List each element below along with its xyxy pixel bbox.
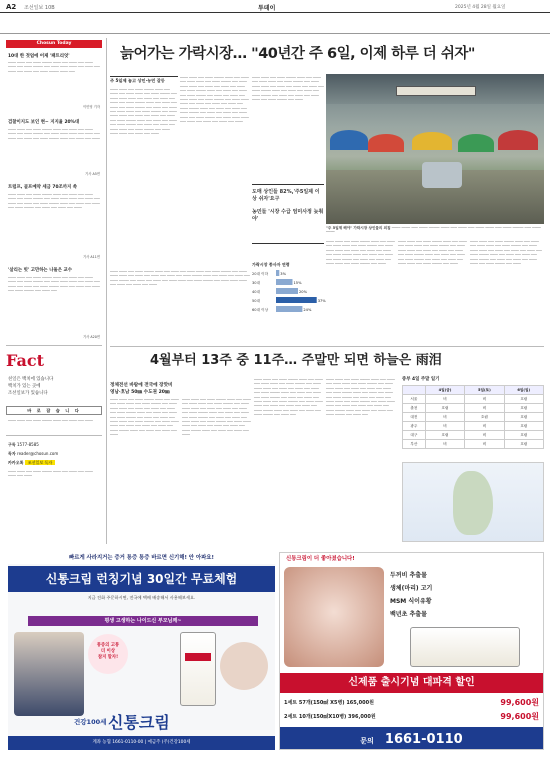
sidebar-item-body-1: ──── ──── ─── ──── ───── ──── ─── ──── ─── ──── ──── ─── ──── ───── ─── ──── ──── ──── ─── ──── ─── ──── ─── ──── ─── ──── ───── ──── ─── bbox=[8, 61, 100, 74]
chart-value-label: 3% bbox=[280, 272, 287, 276]
ad-left-person bbox=[14, 632, 84, 716]
ad-left-brand-tag: 건강100세 bbox=[74, 718, 107, 726]
sidebar-brand: Chosun Today bbox=[6, 40, 102, 48]
second-col-1: ──── ──── ─── ──── ───── ──── ─── ──── ─── ──── ──── ─── ──── ───── ─── ──── ──── ──── ─── ──── ─── ──── ─── ──── ─── ──── ───── ──── ─── ──── ─── ──── ─── ──── ───── ─── ──── ─── ──── ─── ──── ──── ─── ──── ───── ─── ──── ──── ──── ─── ──── ─── ──── ─── ──── ─── ──── ───── ──── ─── ──── ─── ──── ─── ──── bbox=[110, 398, 179, 438]
fact-line-2: 백치가 있는 곳에 bbox=[8, 384, 41, 389]
ad-left-title: 신통크림 런칭기념 30일간 무료체험 bbox=[8, 566, 275, 592]
age-chart-svg bbox=[252, 268, 324, 320]
ad-left-footer: 계좌 농협 1661-0110-00 | 예금주 (주)건강100세 bbox=[8, 736, 275, 750]
second-col-4: ──── ──── ─── ──── ───── ──── ─── ──── ─── ──── ──── ─── ──── ───── ─── ──── ──── ──── ─── ──── ─── ──── ─── ──── ─── ──── ───── ──── ─── ──── ─── ──── ─── ──── ───── ─── ──── ─── ──── ─── ──── ──── ─── ──── ───── ─── ──── ──── ──── ─── ──── ─── ──── ─── ──── ─── ──── ───── ──── ─── ──── ─── ──── ─── ──── ───── ─── ──── ─── bbox=[326, 378, 395, 418]
second-lede: 영남·호남 50㎜ 수도권 20㎜ bbox=[110, 390, 170, 395]
second-col-3: ──── ──── ─── ──── ───── ──── ─── ──── ─── ──── ──── ─── ──── ───── ─── ──── ──── ──── ─── ──── ─── ──── ─── ──── ─── ──── ───── ──── ─── ──── ─── ──── ─── ──── ───── ─── ──── ─── ──── ─── ──── ──── ─── ──── ───── ─── ──── ──── ──── ─── ──── ─── ──── ─── ──── ─── ──── ───── ──── ─── ──── ─── ──── ─── ──── ───── ─── ──── ─── bbox=[254, 378, 323, 418]
sidebar-item-body-3: ──── ──── ─── ──── ───── ──── ─── ──── ─── ──── ──── ─── ──── ───── ─── ──── ──── ──── ─── ──── ─── ──── ─── ──── ─── ──── ───── ──── ─── ──── ─── ──── ─── ──── ───── ─── ──── ─── ──── ─── ──── bbox=[8, 193, 100, 211]
ad-feature-4: 백년초 추출물 bbox=[390, 611, 427, 618]
main-headline: 늙어가는 가락시장… "40년간 주 6일, 이제 하루 더 쉬자" bbox=[120, 46, 475, 62]
section-title: 투데이 bbox=[258, 5, 276, 12]
correction-banner: 바 로 잡 습 니 다 bbox=[6, 406, 102, 415]
chart-bar bbox=[276, 288, 298, 294]
contact-list bbox=[8, 440, 100, 467]
article-col-5: ──── ──── ─── ──── ───── ──── ─── ──── ─── ──── ──── ─── ──── ───── ─── ──── ──── ──── ─── ──── ─── ──── ─── ──── ─── ──── ───── ──── ─── ──── ─── ──── ─── ──── ───── ─── ──── ─── ──── ─── ──── ──── ─── ──── ───── ─── ──── bbox=[398, 240, 467, 267]
ad-left-product: 신통크림 bbox=[108, 713, 170, 732]
fact-line-1: 친일은 백치에 있습니다 bbox=[8, 377, 54, 382]
chart-bar bbox=[276, 297, 317, 303]
ad-feature-1: 두꺼비 추출물 bbox=[390, 572, 427, 579]
weather-day-3: 6일(일) bbox=[504, 386, 543, 395]
ad-right-line-1: 1세트 57개(150㎖ X5병) 165,000원 99,600원 bbox=[284, 698, 539, 707]
ad-left-promo: 평생 고생하는 나이드신 부모님께~ bbox=[28, 616, 258, 626]
ad-left-hand-image bbox=[220, 642, 268, 690]
ad-left-circle: 통증의 고통 더 이상 참지 말자! bbox=[88, 634, 128, 674]
chart-bar bbox=[276, 270, 279, 276]
contact-subscribe: 구독 1577-8585 bbox=[8, 442, 39, 447]
sidebar-item-signoff-2: 기사 A5면 bbox=[85, 172, 100, 176]
correction-body: ──── ──── ─── ──── ───── ──── ─── ──── ─── ──── bbox=[8, 419, 93, 423]
sidebar-item-title-1: 10대 한 젓엄에 어제 '패트리엇' bbox=[8, 54, 70, 59]
ad-right-sale-title: 신제품 출시기념 대파격 할인 bbox=[280, 673, 543, 693]
photo-caption: "주 5일제 해야" 가락시장 상인들의 외침 ──── ──── ─── ──── ───── ──── ─── ──── ─── ──── ──── ─── ──── ───── ─── ──── ──── bbox=[326, 226, 541, 235]
ad-right-features bbox=[390, 569, 540, 621]
chart-bar bbox=[276, 306, 302, 312]
weather-row: 대전 비 흐림 흐림 bbox=[403, 413, 544, 422]
chart-category-label: 40대 bbox=[252, 290, 261, 294]
chart-category-label: 30대 bbox=[252, 281, 261, 285]
fact-label: Fact bbox=[6, 351, 44, 370]
weather-map bbox=[402, 462, 544, 542]
ad-right-phone-bar[interactable] bbox=[280, 727, 543, 749]
weather-box bbox=[402, 376, 544, 542]
article-col-1: ──── ──── ─── ──── ───── ──── ─── ──── ─── ──── ──── ─── ──── ───── ─── ──── ──── ──── ─── ──── ─── ──── ─── ──── ─── ──── ───── ──── ─── ──── ─── ──── ─── ──── ───── ─── ──── ─── ──── ─── ──── ──── ─── ──── ───── ─── ──── ──── ──── ─── ──── ─── ──── ─── ──── ─── ──── ───── ──── ─── ──── ─── ──── ─── ──── ───── ─── ──── ─── ──── ─── ──── ──── ─── ──── ───── ─── ──── ──── ──── ─── ──── ─── ──── bbox=[110, 88, 177, 137]
weather-row: 서울 비 비 흐림 bbox=[403, 395, 544, 404]
sidebar-item-title-4: '살리는 빗' 고만하는 나돌은 교수 bbox=[8, 268, 72, 273]
age-chart bbox=[252, 262, 324, 322]
article-col-7: ──── ──── ─── ──── ───── ──── ─── ──── ─── ──── ──── ─── ──── ───── ─── ──── ──── ──── ─── ──── ─── ──── ─── ──── ─── ──── ───── ──── ─── ──── ─── ──── ─── ──── ───── ─── ──── ─── ──── ─── ──── ──── ─── ──── ───── ─── ──── ──── ──── ─── ──── ─── ──── ─── ──── bbox=[110, 270, 250, 288]
second-col-2: ──── ──── ─── ──── ───── ──── ─── ──── ─── ──── ──── ─── ──── ───── ─── ──── ──── ──── ─── ──── ─── ──── ─── ──── ─── ──── ───── ──── ─── ──── ─── ──── ─── ──── ───── ─── ──── ─── ──── ─── ──── ──── ─── ──── ───── ─── ──── ──── ──── ─── ──── ─── ──── ─── ──── ─── ──── ───── ──── ─── ──── ─── ──── ─── ──── bbox=[182, 398, 251, 438]
ad-left-sub: 지금 전화 주문하시면, 전국에 택배 배송해서 사용해보세요. bbox=[87, 595, 196, 600]
chart-bar bbox=[276, 279, 293, 285]
article-col-4: ──── ──── ─── ──── ───── ──── ─── ──── ─── ──── ──── ─── ──── ───── ─── ──── ──── ──── ─── ──── ─── ──── ─── ──── ─── ──── ───── ──── ─── ──── ─── ──── ─── ──── ───── ─── ──── ─── ──── ─── ──── ──── ─── ──── ───── ─── ──── bbox=[326, 240, 395, 267]
weather-row: 춘천 흐림 비 흐림 bbox=[403, 404, 544, 413]
contact-reader: 독자 reader@chosun.com bbox=[8, 451, 59, 456]
ad-left-product-tube bbox=[180, 632, 216, 706]
ad-right-phone-label: 문의 bbox=[360, 737, 374, 745]
contact-body: ──── ──── ─── ──── ───── ──── ─── ──── ─── ──── ──── ─── ──── bbox=[8, 470, 93, 479]
chart-category-label: 20대 이하 bbox=[252, 272, 269, 276]
sidebar-item-body-2: ──── ──── ─── ──── ───── ──── ─── ──── ─── ──── ──── ─── ──── ───── ─── ──── ──── ──── ─── ──── ─── ──── ─── ──── ─── ──── ───── ──── ─── ──── ─── ──── bbox=[8, 128, 100, 141]
ad-right-product-tube bbox=[410, 627, 520, 667]
page-date: 2025년 4월 28일 월요일 bbox=[455, 5, 506, 10]
page-header bbox=[0, 0, 550, 34]
ad-right-body-image bbox=[284, 567, 384, 667]
page-number: A2 bbox=[6, 3, 17, 11]
chart-value-label: 20% bbox=[299, 290, 307, 294]
weather-row: 대구 흐림 비 흐림 bbox=[403, 431, 544, 440]
weather-row: 부산 비 비 흐림 bbox=[403, 440, 544, 449]
pullquote bbox=[252, 184, 324, 244]
weather-day-1: 4일(금) bbox=[425, 386, 464, 395]
pullquote-1: 도매 상인들 82%,'주5일제 이상 쉬자'요구 bbox=[252, 189, 320, 202]
sidebar-item-signoff-4: 기사 A20면 bbox=[82, 335, 100, 339]
sidebar-item-title-3: 트럼프, 골프예약 세금 70조까지 쏙 bbox=[8, 185, 78, 190]
chart-value-label: 37% bbox=[317, 299, 326, 303]
sidebar-item-title-2: 검찰이지도 보인 현~ 지지율 20%대 bbox=[8, 120, 80, 125]
chart-category-label: 50대 bbox=[252, 299, 261, 303]
pullquote-2: 농민들 '시장 수급 엄미사정 늦춰야' bbox=[252, 209, 324, 222]
weather-day-2: 5일(토) bbox=[465, 386, 504, 395]
sidebar-item-signoff-1: 이민영 기자 bbox=[83, 105, 100, 109]
second-subhead bbox=[110, 382, 260, 396]
ad-feature-2: 생체(마리) 고기 bbox=[390, 585, 433, 592]
peninsula-shape bbox=[453, 471, 493, 535]
chart-value-label: 24% bbox=[303, 308, 312, 312]
ad-feature-3: MSM 식이유황 bbox=[390, 598, 432, 605]
fact-line-3: 조선일보가 있습니다 bbox=[8, 391, 48, 396]
article-col-6: ──── ──── ─── ──── ───── ──── ─── ──── ─── ──── ──── ─── ──── ───── ─── ──── ──── ──── ─── ──── ─── ──── ─── ──── ─── ──── ───── ──── ─── ──── ─── ──── ─── ──── ───── ─── ──── ─── ──── ─── ──── ──── ─── ──── ───── ─── ──── bbox=[470, 240, 542, 267]
sidebar-item-body-4: ──── ──── ─── ──── ───── ──── ─── ──── ─── ──── ──── ─── ──── ───── ─── ──── ──── ──── ─── ──── ─── ──── ─── ──── ─── ──── ───── ──── ─── ──── ─── ──── ─── ──── ───── ─── ──── ─── bbox=[8, 276, 100, 294]
weather-row: 광주 비 비 흐림 bbox=[403, 422, 544, 431]
market-photo bbox=[326, 74, 544, 224]
chart-title: 가락시장 종사자 연령 bbox=[252, 262, 290, 267]
sidebar-item-signoff-3: 기사 A11면 bbox=[82, 255, 100, 259]
ad-right-phone[interactable]: 1661-0110 bbox=[384, 732, 463, 747]
weather-table bbox=[402, 385, 544, 449]
weather-title: 중부 4일 주말 일기 bbox=[402, 377, 440, 382]
main-subhead: 주 5일제 놓고 상인·농민 갈등 bbox=[110, 76, 178, 85]
sidebar bbox=[6, 40, 102, 540]
second-headline: 4월부터 13주 중 11주… 주말만 되면 하늘은 雨泪 bbox=[150, 353, 442, 368]
second-subhead-line: 정체전선 바람에 전국에 장맛비 bbox=[110, 383, 173, 388]
ad-left-top-line: 빠르게 사라지거는 증거 통증 통증 바르면 신기해! 안 아파요! bbox=[8, 552, 275, 564]
ad-right-top-line: 신통크림이 더 좋아졌습니다! bbox=[280, 553, 543, 565]
ad-right-line-2: 2세트 10개(150㎖X10병) 396,000원 99,600원 bbox=[284, 712, 539, 721]
contact-kakao: 카카오톡 조선일보 독자 bbox=[8, 458, 100, 467]
article-col-3: ──── ──── ─── ──── ───── ──── ─── ──── ─── ──── ──── ─── ──── ───── ─── ──── ──── ──── ─── ──── ─── ──── ─── ──── ─── ──── ───── ──── ─── ──── ─── ──── ─── ──── ───── ─── ──── ─── ──── ─── ──── ──── ─── ──── ───── ─── ──── bbox=[252, 76, 324, 103]
fact-lines bbox=[8, 376, 100, 397]
chart-value-label: 15% bbox=[293, 281, 302, 285]
weather-head-row bbox=[403, 386, 544, 395]
masthead: 조선일보 10B bbox=[24, 5, 55, 11]
ad-sintong-right[interactable] bbox=[279, 552, 544, 750]
chart-category-label: 60대 이상 bbox=[252, 308, 269, 312]
ad-sintong-left[interactable] bbox=[8, 552, 275, 750]
article-col-2: ──── ──── ─── ──── ───── ──── ─── ──── ─── ──── ──── ─── ──── ───── ─── ──── ──── ──── ─── ──── ─── ──── ─── ──── ─── ──── ───── ──── ─── ──── ─── ──── ─── ──── ───── ─── ──── ─── ──── ─── ──── ──── ─── ──── ───── ─── ──── ──── ──── ─── ──── ─── ──── ─── ──── ─── ──── ───── ──── ─── ──── ─── ──── ─── ──── ───── ─── ──── ─── ──── ─── ──── ──── ─── ──── ───── ─── ──── ──── ──── ─── ──── ─── ──── ─── ──── ─── ──── bbox=[180, 76, 249, 125]
